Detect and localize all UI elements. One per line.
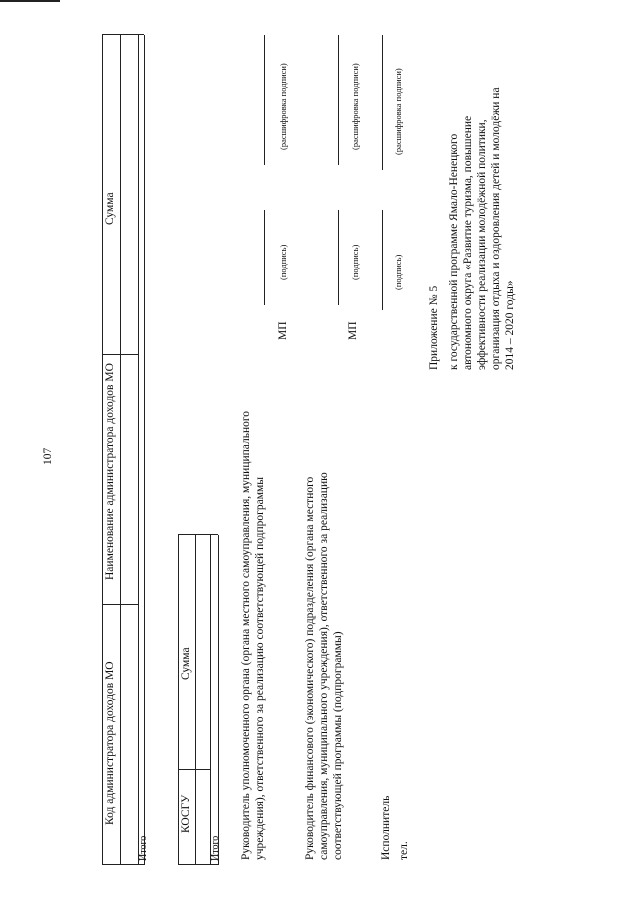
head-signature-caption: (подпись) xyxy=(278,244,288,280)
table1-header-name: Наименование администратора доходов МО xyxy=(104,363,116,580)
appendix-line-5: 2014 – 2020 годы» xyxy=(504,280,516,370)
head-decode-caption: (расшифровка подписи) xyxy=(278,63,288,150)
table2-total: Итого xyxy=(210,835,221,861)
appendix-line-1: к государственной программе Ямало-Ненецкого xyxy=(448,133,460,370)
finance-signature-line xyxy=(338,210,339,305)
executor-label: Исполнитель xyxy=(380,795,392,860)
head-signature-line xyxy=(264,210,265,305)
executor-phone-label: тел. xyxy=(398,841,410,860)
executor-decode-line xyxy=(382,35,383,170)
appendix-line-4: организация отдыха и оздоровления детей и молодёжи на xyxy=(490,87,502,370)
finance-mp: МП xyxy=(347,321,359,340)
page-number: 107 xyxy=(42,447,54,465)
finance-title-line-1: Руководитель финансового (экономического) подразделения (органа местного xyxy=(304,476,316,860)
table2-header-sum: Сумма xyxy=(180,647,192,680)
head-title-line-2: учреждения), ответственного за реализацию соответствующей подпрограммы xyxy=(254,476,266,860)
table1-total: Итого xyxy=(138,835,149,861)
table1-header-code: Код администратора доходов МО xyxy=(104,661,116,825)
executor-signature-caption: (подпись) xyxy=(393,254,403,290)
executor-decode-caption: (расшифровка подписи) xyxy=(393,68,403,155)
head-title-line-1: Руководитель уполномоченного органа (органа местного самоуправления, муниципального xyxy=(240,410,252,860)
table2-header-kosgu: КОСГУ xyxy=(180,794,192,833)
finance-decode-line xyxy=(338,35,339,165)
finance-title-line-2: самоуправления, муниципального учреждения), ответственного за реализацию xyxy=(318,472,330,860)
head-mp: МП xyxy=(277,321,289,340)
table1-header-sum: Сумма xyxy=(104,192,116,225)
finance-signature-caption: (подпись) xyxy=(350,244,360,280)
finance-decode-caption: (расшифровка подписи) xyxy=(350,63,360,150)
appendix-line-3: эффективности реализации молодёжной политики, xyxy=(476,119,488,370)
appendix-line-2: автономного округа «Развитие туризма, повышение xyxy=(462,115,474,370)
appendix-title: Приложение № 5 xyxy=(428,285,440,370)
finance-title-line-3: соответствующей программы (подпрограммы) xyxy=(332,631,344,860)
head-decode-line xyxy=(264,35,265,165)
executor-signature-line xyxy=(382,210,383,310)
